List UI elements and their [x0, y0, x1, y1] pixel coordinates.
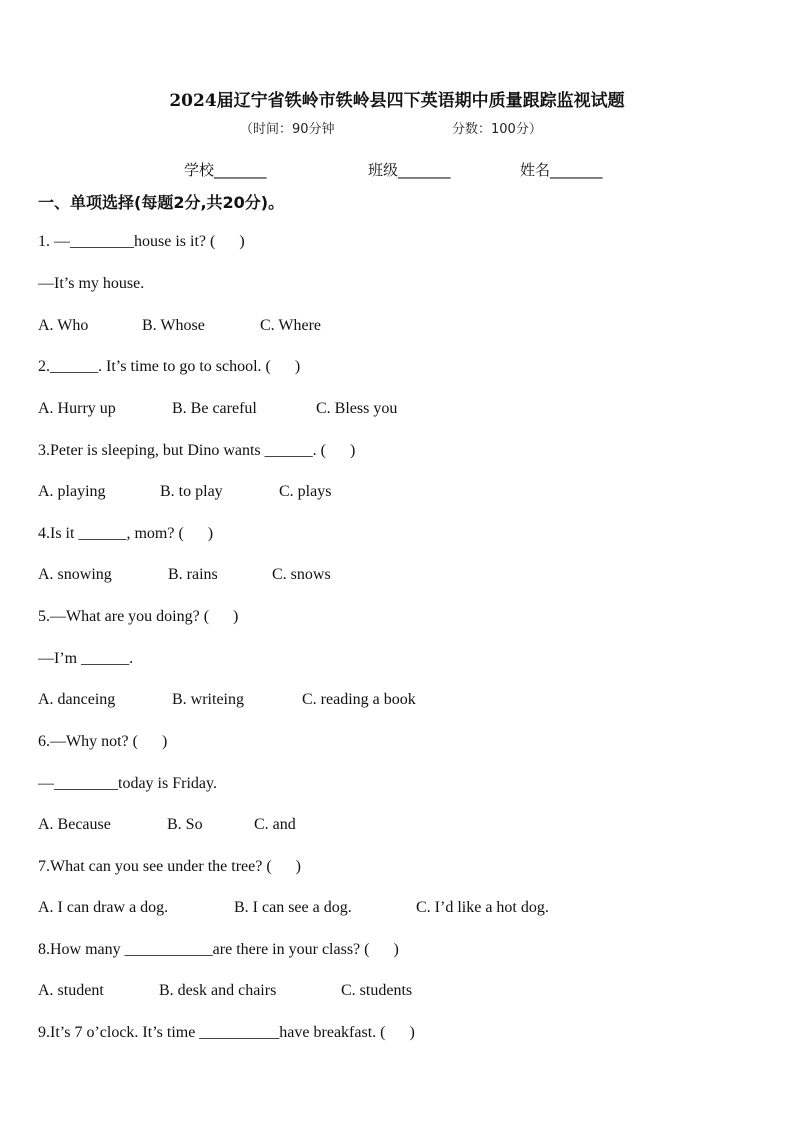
q5-option-a[interactable]: A. danceing	[38, 691, 116, 708]
q8-option-a[interactable]: A. student	[38, 982, 104, 999]
q1-stem: 1. —________house is it? ( )	[38, 233, 245, 250]
q8-option-b[interactable]: B. desk and chairs	[159, 982, 277, 999]
q6-stem: 6.—Why not? ( )	[38, 733, 168, 750]
q2-option-a[interactable]: A. Hurry up	[38, 400, 116, 417]
q2-stem: 2.______. It’s time to go to school. ( )	[38, 358, 301, 375]
q1-answer-line: —It’s my house.	[38, 275, 145, 292]
class-field[interactable]: 班级_______	[368, 161, 451, 179]
q4-option-a[interactable]: A. snowing	[38, 566, 112, 583]
q3-stem: 3.Peter is sleeping, but Dino wants ______. ( )	[38, 442, 356, 459]
q3-option-a[interactable]: A. playing	[38, 483, 106, 500]
q6-option-a[interactable]: A. Because	[38, 816, 111, 833]
q7-option-b[interactable]: B. I can see a dog.	[234, 899, 352, 916]
q5-stem: 5.—What are you doing? ( )	[38, 608, 239, 625]
page-title: 2024届辽宁省铁岭市铁岭县四下英语期中质量跟踪监视试题	[169, 91, 625, 111]
q2-option-c[interactable]: C. Bless you	[316, 400, 398, 417]
q1-option-b[interactable]: B. Whose	[142, 317, 205, 334]
q2-option-b[interactable]: B. Be careful	[172, 400, 257, 417]
q4-option-c[interactable]: C. snows	[272, 566, 331, 583]
q4-option-b[interactable]: B. rains	[168, 566, 218, 583]
section-heading: 一、单项选择(每题2分,共20分)。	[38, 193, 285, 212]
score-info: 分数：100分）	[452, 122, 542, 137]
q1-option-a[interactable]: A. Who	[38, 317, 89, 334]
q7-option-c[interactable]: C. I’d like a hot dog.	[416, 899, 549, 916]
q5-option-c[interactable]: C. reading a book	[302, 691, 416, 708]
q3-option-c[interactable]: C. plays	[279, 483, 332, 500]
q8-option-c[interactable]: C. students	[341, 982, 413, 999]
q7-stem: 7.What can you see under the tree? ( )	[38, 858, 301, 875]
q9-stem: 9.It’s 7 o’clock. It’s time __________have breakfast. ( )	[38, 1024, 415, 1041]
q3-option-b[interactable]: B. to play	[160, 483, 223, 500]
q6-option-b[interactable]: B. So	[167, 816, 203, 833]
q6-answer-line: —________today is Friday.	[38, 775, 217, 792]
q5-answer-line: —I’m ______.	[38, 650, 134, 667]
q1-option-c[interactable]: C. Where	[260, 317, 322, 334]
q5-option-b[interactable]: B. writeing	[172, 691, 244, 708]
q4-stem: 4.Is it ______, mom? ( )	[38, 525, 214, 542]
name-field[interactable]: 姓名_______	[520, 161, 603, 179]
q7-option-a[interactable]: A. I can draw a dog.	[38, 899, 169, 916]
q6-option-c[interactable]: C. and	[254, 816, 296, 833]
time-info: （时间：90分钟	[240, 122, 335, 137]
school-field[interactable]: 学校_______	[184, 161, 267, 179]
q8-stem: 8.How many ___________are there in your class? ( )	[38, 941, 399, 958]
